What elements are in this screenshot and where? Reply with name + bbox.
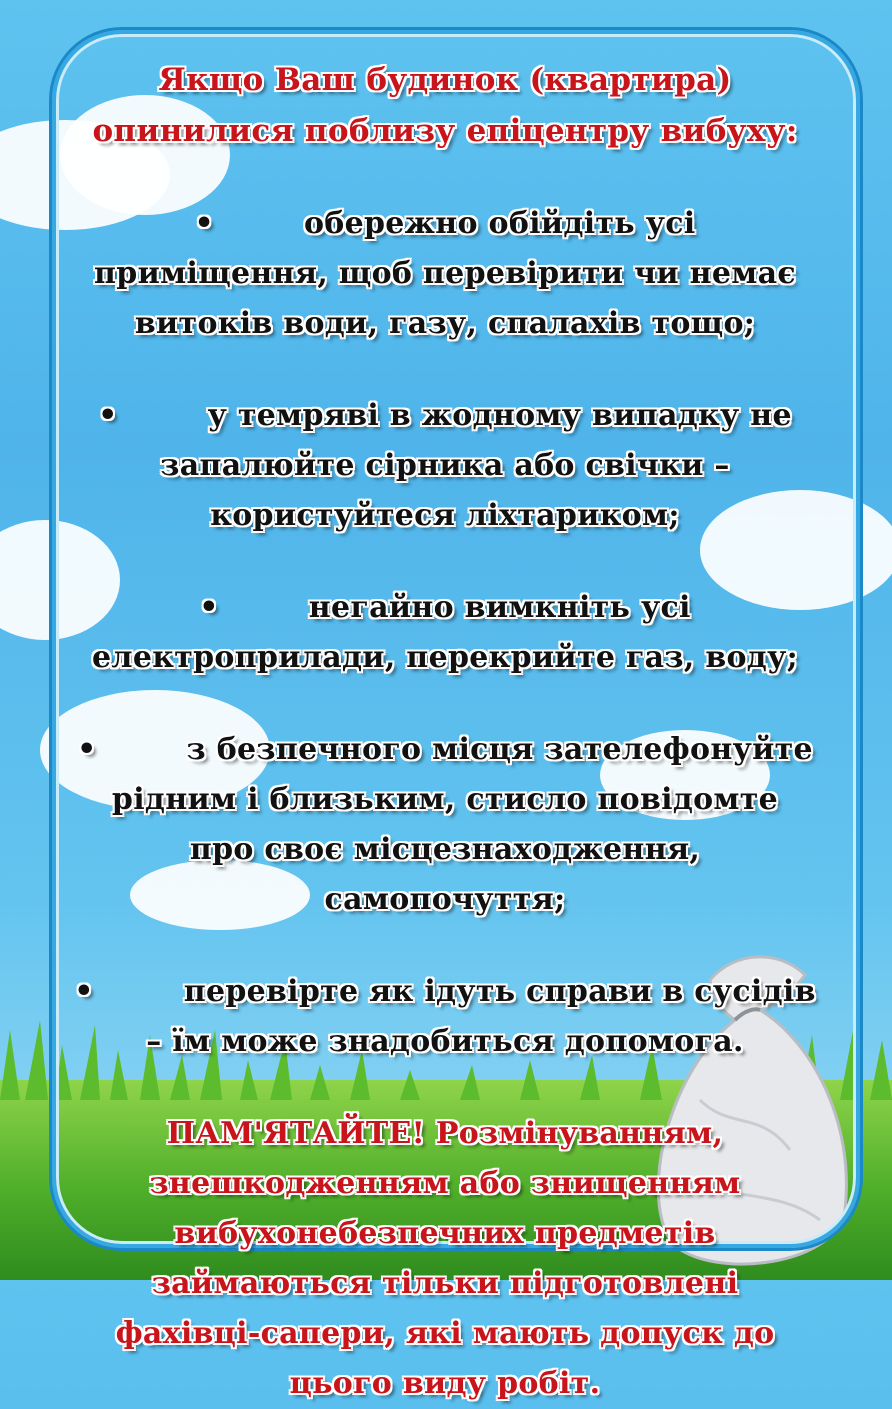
list-item-text: самопочуття;: [324, 882, 566, 917]
warning-line: цього виду робіт.: [289, 1366, 601, 1401]
list-item-text: у темряві в жодному випадку не: [207, 398, 792, 433]
list-item-text: негайно вимкніть усі: [308, 590, 691, 625]
warning-line: займаються тільки підготовлені: [151, 1266, 739, 1301]
list-item: [60, 725, 830, 925]
warning-line: фахівці-сапери, які мають допуск до: [115, 1316, 775, 1351]
list-item: [60, 199, 830, 349]
list-item-text: рідним і близьким, стисло повідомте: [111, 782, 779, 817]
bullet-icon: •: [199, 590, 219, 625]
list-item: [60, 391, 830, 541]
poster-content: [60, 55, 830, 1409]
list-item-text: з безпечного місця зателефонуйте: [186, 732, 813, 767]
list-item-text: запалюйте сірника або свічки –: [160, 448, 730, 483]
bullet-icon: •: [77, 732, 97, 767]
bullet-icon: •: [98, 398, 118, 433]
poster-heading-line: опинилися поблизу епіцентру вибуху:: [92, 113, 798, 149]
warning-line: знешкодженням або знищенням: [149, 1166, 741, 1201]
list-item-text: користуйтеся ліхтариком;: [210, 498, 680, 533]
list-item-text: – їм може знадобиться допомога.: [146, 1024, 744, 1059]
list-item-text: обережно обійдіть усі: [303, 206, 696, 241]
list-item-text: перевірте як ідуть справи в сусідів: [183, 974, 816, 1009]
warning-line: ПАМ'ЯТАЙТЕ! Розмінуванням,: [166, 1116, 724, 1151]
list-item-text: електроприлади, перекрийте газ, воду;: [92, 640, 798, 675]
list-item-text: приміщення, щоб перевірити чи немає: [94, 256, 796, 291]
warning-line: вибухонебезпечних предметів: [174, 1216, 716, 1251]
list-item-text: про своє місцезнаходження,: [189, 832, 701, 867]
poster-heading-line: Якщо Ваш будинок (квартира): [158, 62, 732, 98]
list-item: [60, 967, 830, 1067]
bullet-icon: •: [194, 206, 214, 241]
list-item-text: витоків води, газу, спалахів тощо;: [134, 306, 756, 341]
list-item: [60, 583, 830, 683]
bullet-icon: •: [74, 974, 94, 1009]
warning-block: [60, 1109, 830, 1409]
